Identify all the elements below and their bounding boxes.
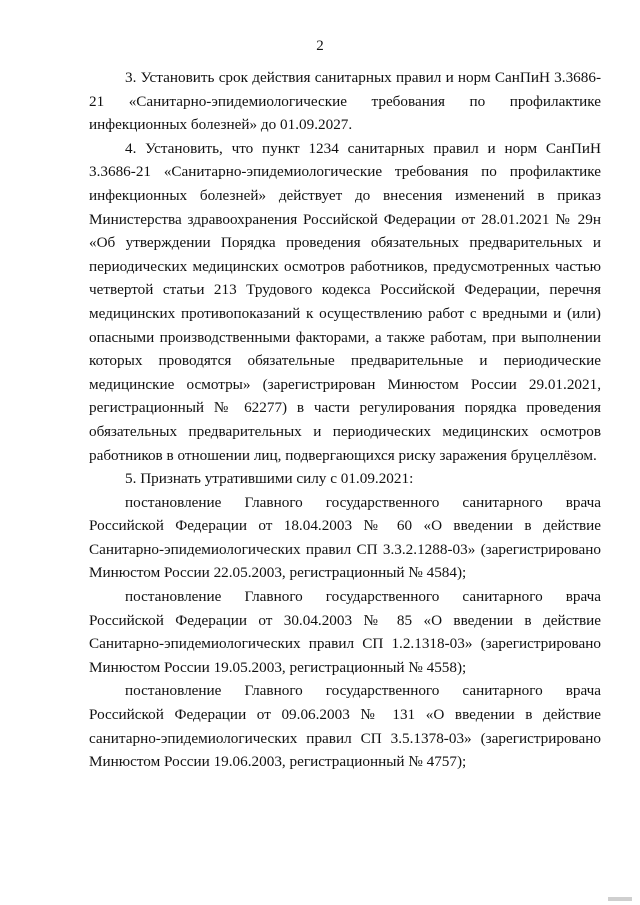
document-body	[89, 66, 601, 774]
paragraph-item-5: 5. Признать утратившими силу с 01.09.2021:	[125, 470, 414, 488]
repealed-act-3: постановление Главного государственного санитарного врача Российской Федерации от 09.06.2003 № 131 «О введении в действие санитарно-эпидемиологических правил СП 3.5.1378-03» (зарегистрировано Минюстом России 19.06.2003, регистрационный № 4757);	[89, 682, 601, 771]
repealed-act-2: постановление Главного государственного санитарного врача Российской Федерации от 30.04.2003 № 85 «О введении в действие Санитарно-эпидемиологических правил СП 1.2.1318-03» (зарегистрировано Минюстом России 19.05.2003, регистрационный № 4558);	[89, 588, 601, 676]
paragraph-item-4: 4. Установить, что пункт 1234 санитарных правил и норм СанПиН 3.3686-21 «Санитарно-эпидемиологические требования по профилактике инфекционных болезней» действует до внесения изменений в приказ Министерства здравоохранения Российской Федерации от 28.01.2021 № 29н «Об утверждении Порядка проведения обязательных предварительных и периодических медицинских осмотров работников, предусмотренных частью четвертой статьи 213 Трудового кодекса Российской Федерации, перечня медицинских противопоказаний к осуществлению работ с вредными и (или) опасными производственными факторами, а также работам, при выполнении которых проводятся обязательные предварительные и периодические медицинские осмотры» (зарегистрирован Минюстом России 29.01.2021, регистрационный № 62277) в части регулирования порядка проведения обязательных предварительных и периодических медицинских осмотров работников в отношении лиц, подвергающихся риску заражения бруцеллёзом.	[89, 139, 601, 464]
page-number: 2	[316, 38, 324, 54]
repealed-act-1: постановление Главного государственного санитарного врача Российской Федерации от 18.04.2003 № 60 «О введении в действие Санитарно-эпидемиологических правил СП 3.3.2.1288-03» (зарегистрировано Минюстом России 22.05.2003, регистрационный № 4584);	[89, 493, 601, 582]
scan-edge-mark	[608, 897, 632, 901]
paragraph-item-3: 3. Установить срок действия санитарных правил и норм СанПиН 3.3686-21 «Санитарно-эпидемиологические требования по профилактике инфекционных болезней» до 01.09.2027.	[89, 69, 601, 134]
